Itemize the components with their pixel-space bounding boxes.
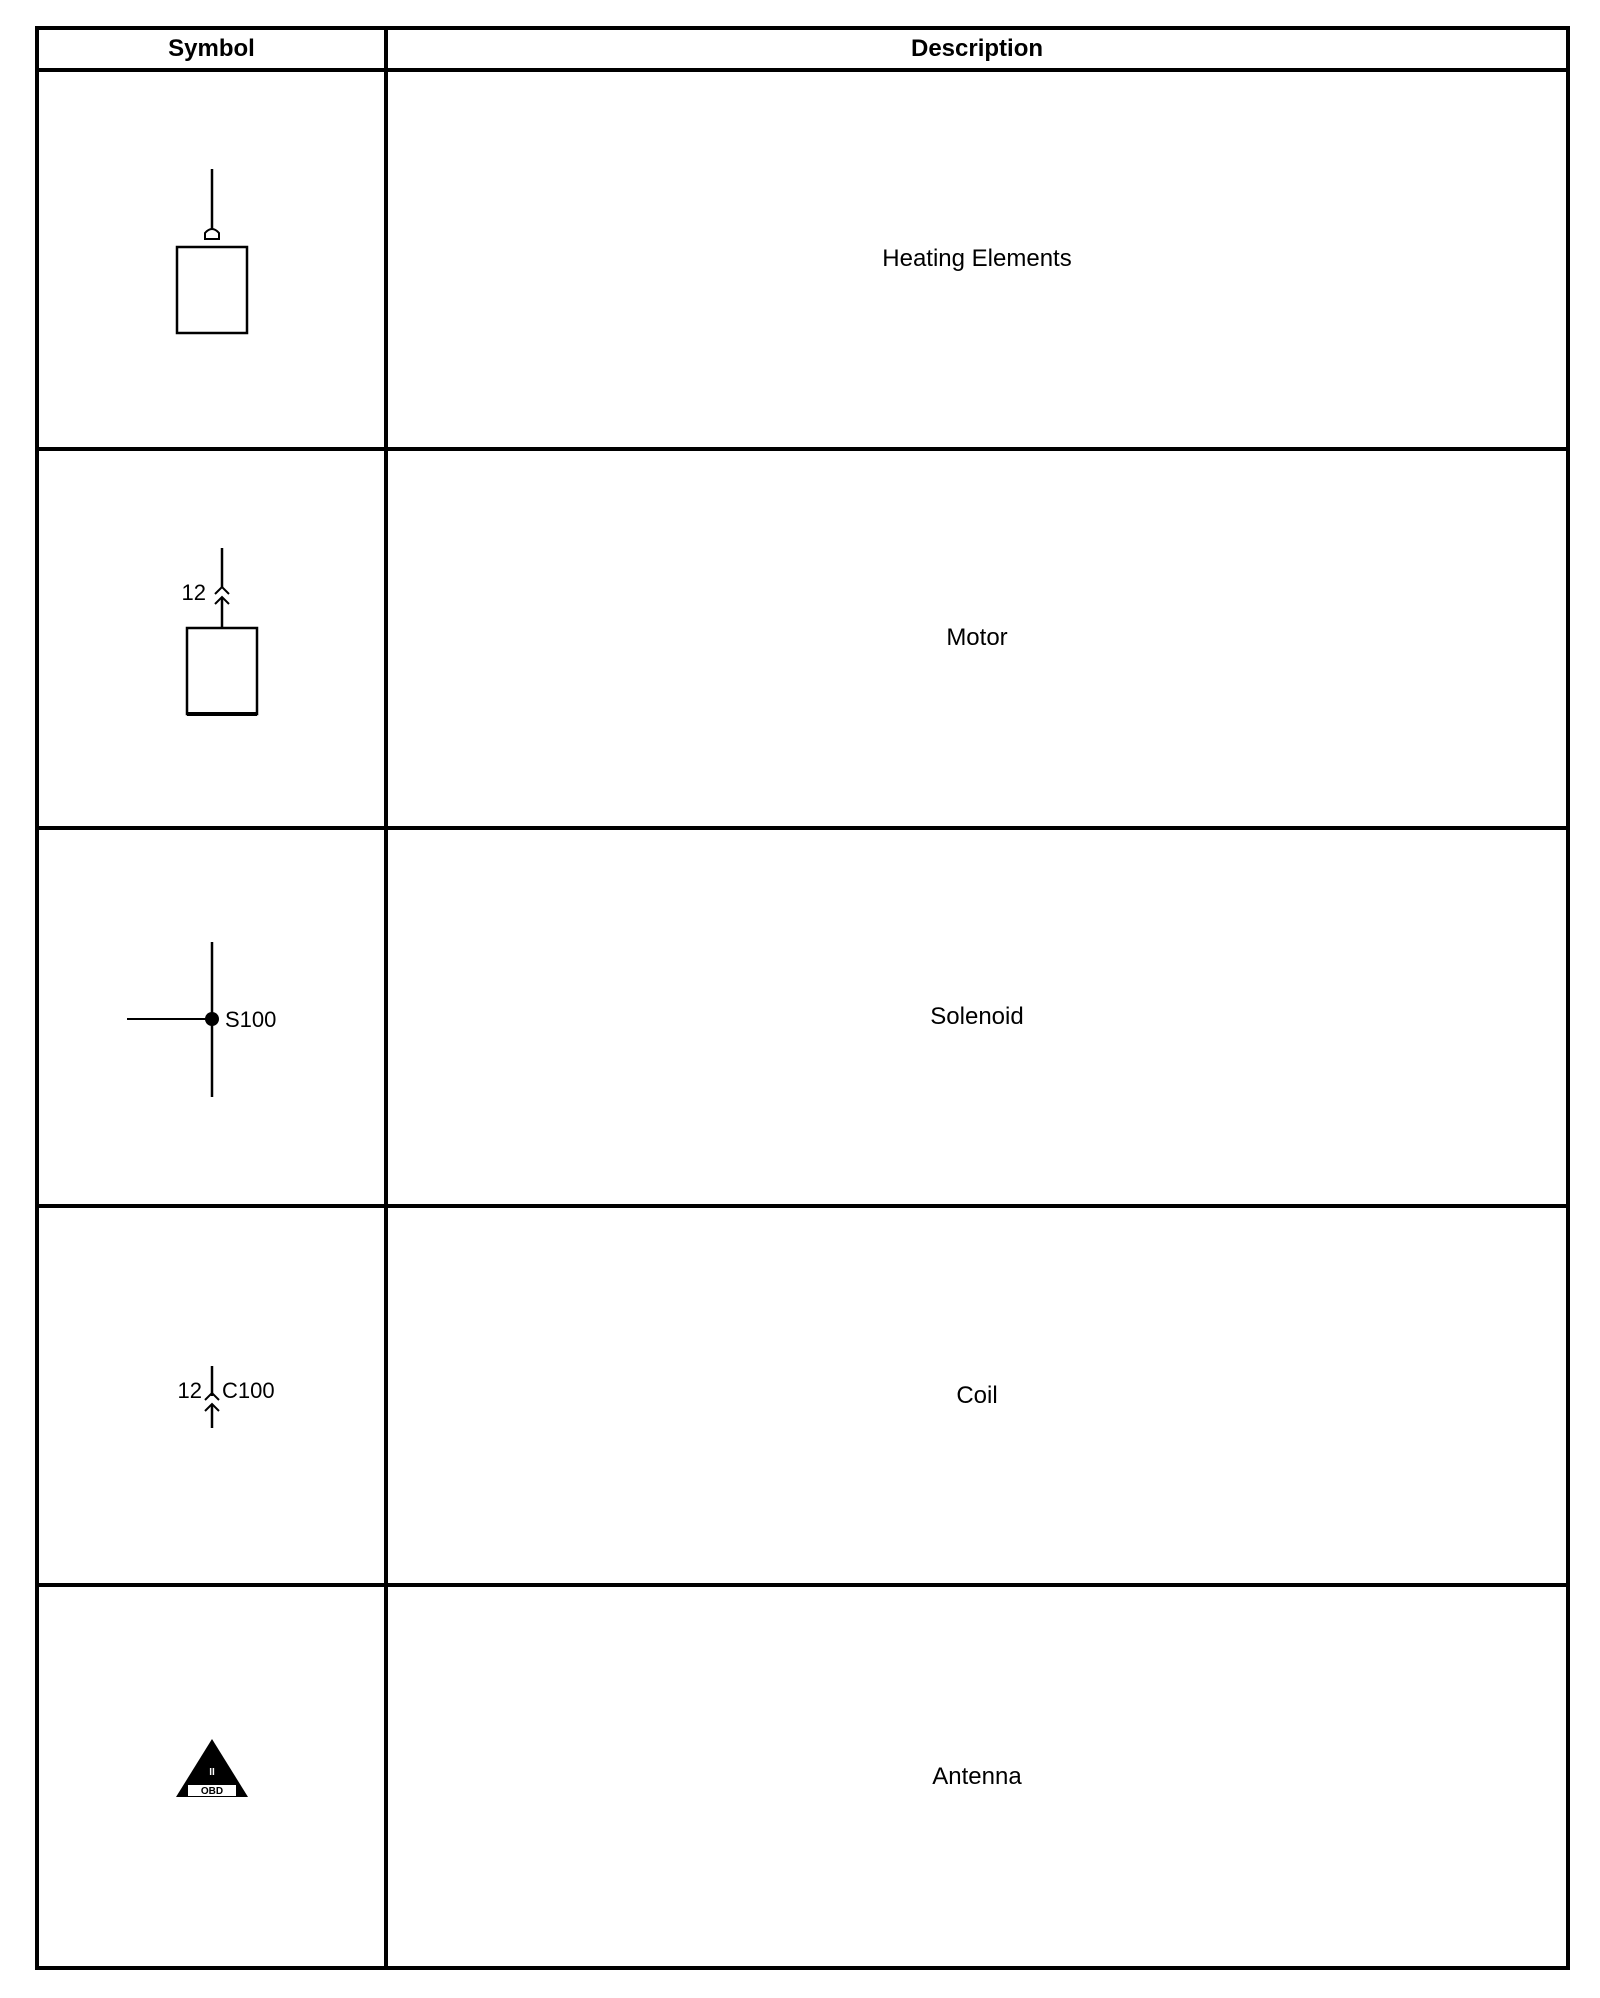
coil-pin-label: 12 <box>177 1377 202 1403</box>
description-cell-heating <box>388 72 1566 451</box>
motor-pin-label: 12 <box>181 580 206 606</box>
obd-text-label: OBD <box>200 1785 223 1797</box>
coil-connector-label: C100 <box>221 1377 275 1403</box>
symbol-cell-heating <box>39 72 388 451</box>
antenna-obd-triangle-icon <box>152 1717 272 1837</box>
symbol-cell-solenoid <box>39 830 388 1209</box>
header-description: Description <box>388 30 1566 72</box>
description-cell-antenna <box>388 1587 1566 1966</box>
solenoid-splice-symbol-icon <box>112 917 312 1117</box>
description-cell-solenoid <box>388 830 1566 1209</box>
header-symbol: Symbol <box>39 30 388 72</box>
description-text: Heating Elements <box>882 245 1072 273</box>
heating-element-symbol-icon <box>152 159 272 359</box>
description-text: Antenna <box>932 1762 1022 1790</box>
description-text: Coil <box>956 1381 998 1409</box>
coil-connector-symbol-icon <box>112 1296 312 1496</box>
motor-symbol-icon <box>142 538 282 738</box>
symbol-cell-coil <box>39 1208 388 1587</box>
description-cell-motor <box>388 451 1566 830</box>
obd-roman-label: II <box>208 1766 215 1778</box>
symbol-cell-antenna <box>39 1587 388 1966</box>
splice-label: S100 <box>224 1006 276 1032</box>
description-text: Solenoid <box>930 1002 1024 1030</box>
description-text: Motor <box>946 624 1008 652</box>
symbol-legend-table <box>35 26 1570 1970</box>
symbol-cell-motor <box>39 451 388 830</box>
description-cell-coil <box>388 1208 1566 1587</box>
